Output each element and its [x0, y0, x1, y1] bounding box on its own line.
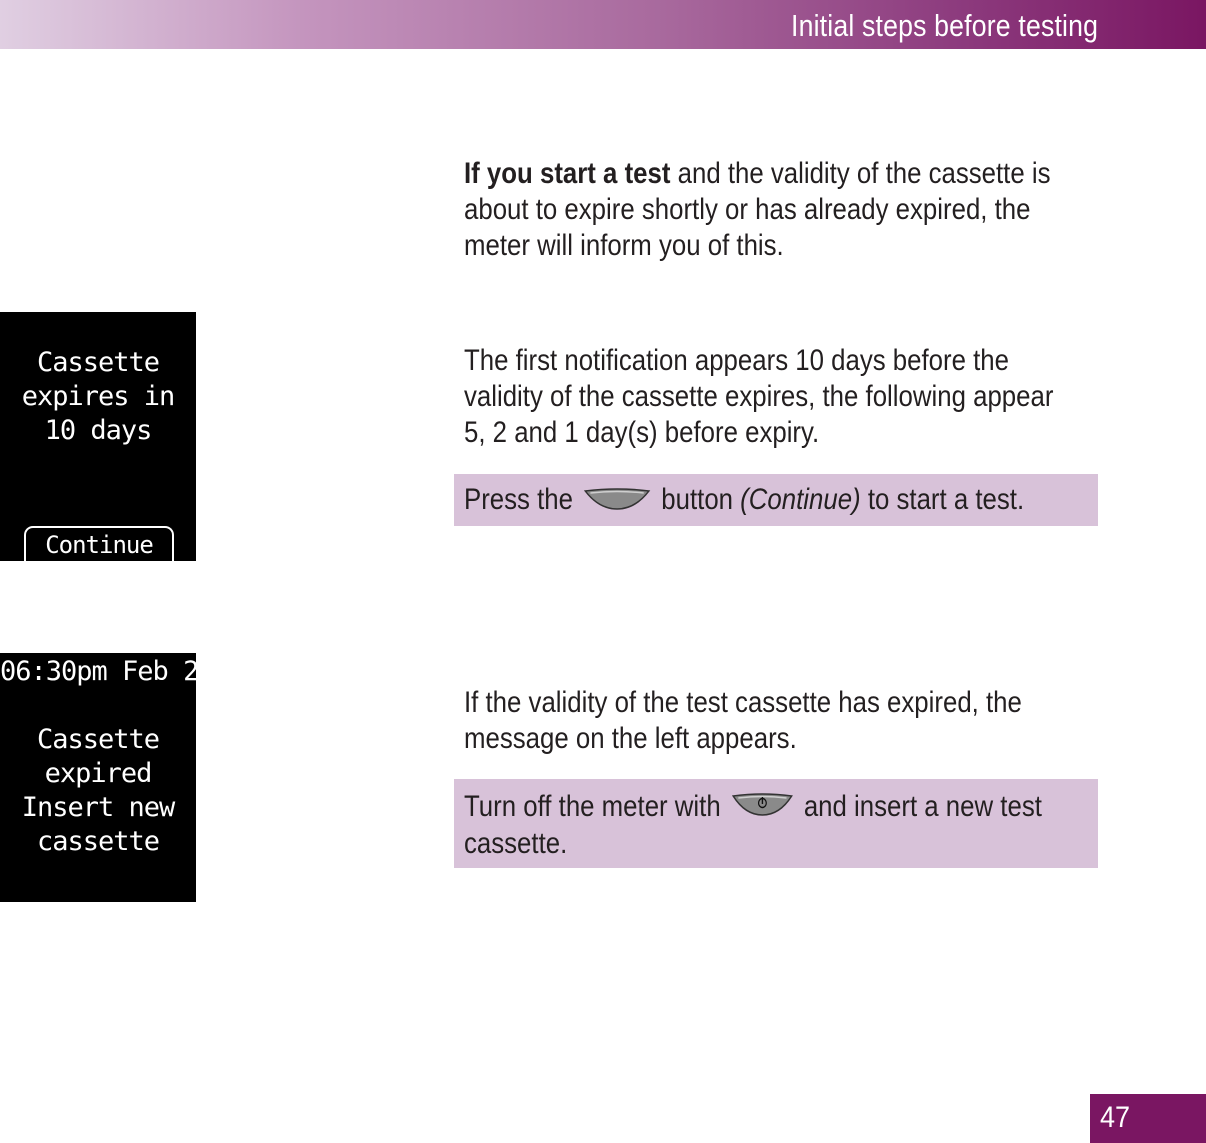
- intro-paragraph: [464, 156, 1083, 264]
- instruction-text-end: and insert a new test: [796, 790, 1042, 823]
- instruction-text-mid: button: [654, 483, 741, 516]
- intro-bold-lead: If you start a test: [464, 157, 671, 190]
- notice-paragraph: [464, 343, 1083, 451]
- notice-text: validity of the cassette expires, the following appear: [464, 380, 1054, 413]
- instruction-text-line2: cassette.: [464, 827, 568, 861]
- lcd-text: cassette: [36, 826, 160, 857]
- lcd-text: expires in: [21, 381, 175, 412]
- header-bar: [0, 0, 1206, 49]
- lcd-softkey-continue: Continue: [24, 526, 174, 562]
- lcd-status-line: 06:30pm Feb 26: [0, 656, 214, 687]
- instruction-box-continue: [454, 474, 1098, 526]
- instruction-text-end: to start a test.: [860, 483, 1025, 516]
- instruction-text-start: Turn off the meter with: [464, 790, 728, 823]
- instruction-box-turn-off: [454, 779, 1098, 868]
- lcd-text: Insert new: [21, 792, 175, 823]
- expired-paragraph: [464, 685, 1083, 757]
- instruction-text: [464, 789, 1100, 862]
- instruction-text-start: Press the: [464, 483, 581, 516]
- meter-screen-expiring: [0, 312, 196, 561]
- page-number-box: [1090, 1094, 1206, 1143]
- intro-text: about to expire shortly or has already expired, the: [464, 193, 1031, 226]
- expired-text: If the validity of the test cassette has expired, the: [464, 686, 1022, 719]
- notice-text: 5, 2 and 1 day(s) before expiry.: [464, 416, 820, 449]
- power-button-icon: [731, 790, 793, 826]
- lcd-text: Cassette: [36, 347, 160, 378]
- instruction-italic-continue: (Continue): [740, 483, 861, 516]
- lcd-text: 10 days: [44, 415, 152, 446]
- page-number: 47: [1100, 1101, 1131, 1134]
- instruction-text: [464, 482, 1100, 519]
- section-title: Initial steps before testing: [790, 8, 1098, 43]
- meter-screen-expired: [0, 653, 214, 902]
- lcd-text: Cassette: [36, 724, 160, 755]
- notice-text: The first notification appears 10 days before the: [464, 344, 1009, 377]
- expired-text: message on the left appears.: [464, 722, 797, 755]
- intro-text: and the validity of the cassette is: [670, 157, 1051, 190]
- softkey-button-icon: [584, 483, 651, 519]
- intro-text: meter will inform you of this.: [464, 229, 784, 262]
- lcd-text: expired: [44, 758, 152, 789]
